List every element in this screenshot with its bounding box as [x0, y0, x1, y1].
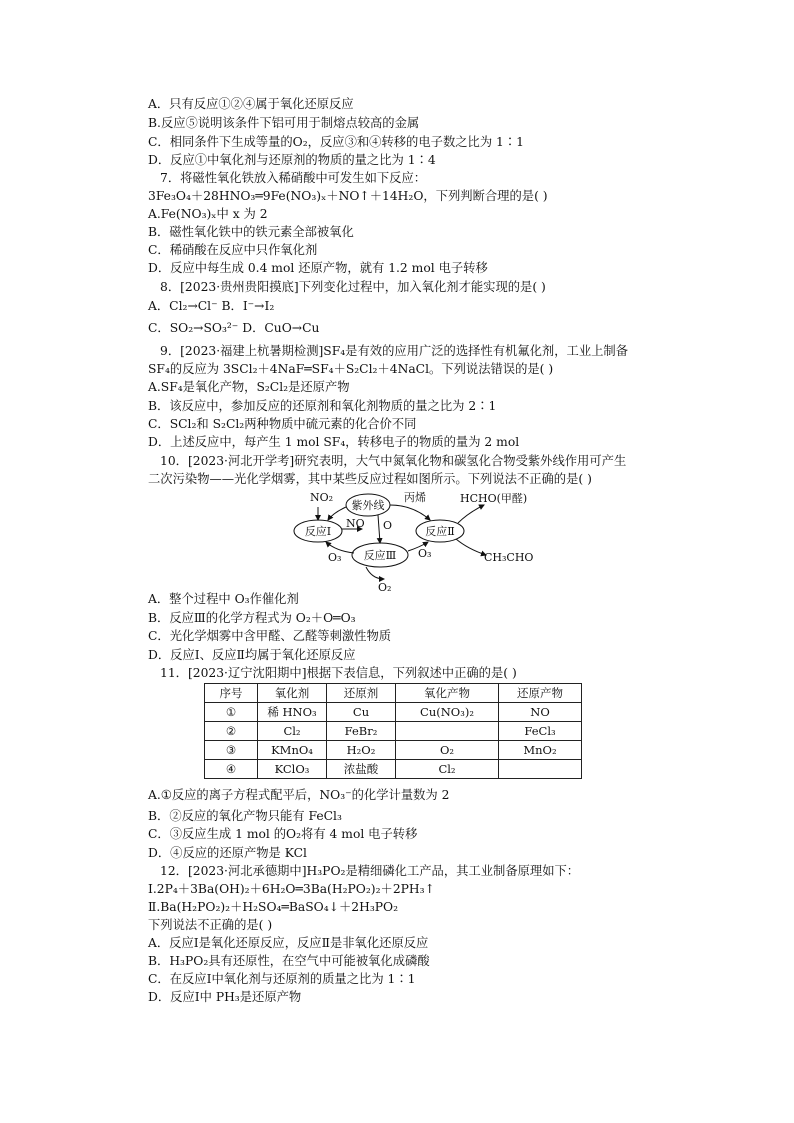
- hcho-label: HCHO(甲醛): [460, 492, 528, 505]
- table-row: [205, 703, 582, 722]
- table-cell: Cl₂: [396, 760, 499, 779]
- no2-label: NO₂: [310, 491, 334, 504]
- photochemical-smog-diagram: [288, 491, 534, 599]
- table-header: 氧化产物: [396, 684, 499, 703]
- uv-to-r1-arrow: [328, 507, 346, 520]
- q11-option-d: D．④反应的还原产物是 KCl: [148, 846, 307, 860]
- table-row: [205, 760, 582, 779]
- table-cell: KMnO₄: [258, 741, 327, 760]
- q8-stem: 8．[2023·贵州贵阳摸底]下列变化过程中，加入氧化剂才能实现的是( ): [160, 280, 546, 294]
- q9-option-d: D．上述反应中，每产生 1 mol SF₄，转移电子的物质的量为 2 mol: [148, 435, 520, 449]
- redox-info-table: [204, 683, 582, 779]
- reaction-1-label: 反应Ⅰ: [304, 525, 332, 538]
- q6-option-b: B.反应⑤说明该条件下铝可用于制熔点较高的金属: [148, 116, 420, 130]
- q11-option-b: B．②反应的氧化产物只能有 FeCl₃: [148, 809, 342, 823]
- o-arrow: [378, 515, 380, 543]
- o2-arrow: [366, 567, 384, 579]
- q9-equation: SF₄的反应为 3SCl₂＋4NaF═SF₄＋S₂Cl₂＋4NaCl。下列说法错误的是( ): [148, 362, 554, 376]
- q12-option-b: B．H₃PO₂具有还原性，在空气中可能被氧化成磷酸: [148, 954, 430, 968]
- table-header: 序号: [205, 684, 258, 703]
- q8-options-ab: A．Cl₂→Cl⁻ B．I⁻→I₂: [148, 299, 275, 313]
- table-cell: KClO₃: [258, 760, 327, 779]
- table-cell: Cu: [327, 703, 396, 722]
- table-cell: Cl₂: [258, 722, 327, 741]
- q10-option-b: B．反应Ⅲ的化学方程式为 O₂＋O═O₃: [148, 611, 356, 625]
- table-cell: O₂: [396, 741, 499, 760]
- q7-stem: 7．将磁性氧化铁放入稀硝酸中可发生如下反应：: [160, 171, 427, 185]
- q6-option-c: C．相同条件下生成等量的O₂，反应③和④转移的电子数之比为 1∶1: [148, 135, 524, 149]
- q12-question: 下列说法不正确的是( ): [148, 918, 273, 932]
- table-header: 还原剂: [327, 684, 396, 703]
- q12-stem: 12．[2023·河北承德期中]H₃PO₂是精细磷化工产品，其工业制备原理如下：: [160, 864, 580, 878]
- table-header: 氧化剂: [258, 684, 327, 703]
- table-header-row: [205, 684, 582, 703]
- table-cell: MnO₂: [499, 741, 582, 760]
- q12-option-a: A．反应Ⅰ是氧化还原反应，反应Ⅱ是非氧化还原反应: [148, 936, 429, 950]
- reaction-2-label: 反应Ⅱ: [425, 525, 455, 538]
- ch3cho-label: CH₃CHO: [484, 551, 534, 564]
- table-cell: Cu(NO₃)₂: [396, 703, 499, 722]
- q9-option-b: B．该反应中，参加反应的还原剂和氧化剂物质的量之比为 2∶1: [148, 399, 497, 413]
- q7-option-c: C．稀硝酸在反应中只作氧化剂: [148, 243, 318, 257]
- q7-option-b: B．磁性氧化铁中的铁元素全部被氧化: [148, 225, 354, 239]
- q8-options-cd: C．SO₂→SO₃²⁻ D．CuO→Cu: [148, 321, 320, 335]
- q11-option-a: A.①反应的离子方程式配平后，NO₃⁻的化学计量数为 2: [148, 788, 450, 802]
- o3-left-label: O₃: [328, 551, 342, 564]
- table-cell: ②: [205, 722, 258, 741]
- table-cell: FeBr₂: [327, 722, 396, 741]
- uv-label: 紫外线: [351, 499, 385, 512]
- q7-option-d: D．反应中每生成 0.4 mol 还原产物，就有 1.2 mol 电子转移: [148, 261, 488, 275]
- q6-option-a: A．只有反应①②④属于氧化还原反应: [148, 97, 354, 111]
- table-row: [205, 722, 582, 741]
- q10-option-d: D．反应Ⅰ、反应Ⅱ均属于氧化还原反应: [148, 648, 356, 662]
- table-cell: FeCl₃: [499, 722, 582, 741]
- propene-arrow: [390, 505, 430, 520]
- q10-option-a: A．整个过程中 O₃作催化剂: [148, 592, 299, 606]
- ch3cho-arrow: [456, 539, 486, 555]
- propene-label: 丙烯: [404, 491, 426, 504]
- table-cell: ①: [205, 703, 258, 722]
- q12-equation-2: Ⅱ.Ba(H₂PO₂)₂＋H₂SO₄═BaSO₄↓＋2H₃PO₂: [148, 900, 399, 914]
- o2-label: O₂: [378, 581, 392, 594]
- q7-option-a: A.Fe(NO₃)ₓ中 x 为 2: [148, 207, 268, 221]
- q10-stem-2: 二次污染物——光化学烟雾，其中某些反应过程如图所示。下列说法不正确的是( ): [148, 472, 592, 486]
- q9-option-a: A.SF₄是氧化产物，S₂Cl₂是还原产物: [148, 380, 350, 394]
- table-row: [205, 741, 582, 760]
- table-cell: 浓盐酸: [327, 760, 396, 779]
- table-cell: 稀 HNO₃: [258, 703, 327, 722]
- reaction-3-label: 反应Ⅲ: [363, 549, 397, 562]
- table-cell: H₂O₂: [327, 741, 396, 760]
- q6-option-d: D．反应①中氧化剂与还原剂的物质的量之比为 1∶4: [148, 153, 436, 167]
- table-cell: [396, 722, 499, 741]
- q12-option-c: C．在反应Ⅰ中氧化剂与还原剂的质量之比为 1∶1: [148, 972, 416, 986]
- q10-stem: 10．[2023·河北开学考]研究表明，大气中氮氧化物和碳氢化合物受紫外线作用可产生: [160, 454, 627, 468]
- table-cell: ④: [205, 760, 258, 779]
- table-cell: ③: [205, 741, 258, 760]
- hcho-arrow: [458, 505, 484, 523]
- q7-equation: 3Fe₃O₄＋28HNO₃═9Fe(NO₃)ₓ＋NO↑＋14H₂O，下列判断合理的是( ): [148, 189, 548, 203]
- q9-option-c: C．SCl₂和 S₂Cl₂两种物质中硫元素的化合价不同: [148, 417, 417, 431]
- q11-stem: 11．[2023·辽宁沈阳期中]根据下表信息，下列叙述中正确的是( ): [160, 666, 517, 680]
- q10-option-c: C．光化学烟雾中含甲醛、乙醛等刺激性物质: [148, 629, 392, 643]
- table-cell: [499, 760, 582, 779]
- table-header: 还原产物: [499, 684, 582, 703]
- q9-stem: 9．[2023·福建上杭暑期检测]SF₄是有效的应用广泛的选择性有机氟化剂，工业上制备: [160, 344, 629, 358]
- o3-right-label: O₃: [418, 547, 432, 560]
- o-label: O: [383, 519, 393, 532]
- q12-equation-1: Ⅰ.2P₄＋3Ba(OH)₂＋6H₂O═3Ba(H₂PO₂)₂＋2PH₃↑: [148, 882, 435, 896]
- table-cell: NO: [499, 703, 582, 722]
- q12-option-d: D．反应Ⅰ中 PH₃是还原产物: [148, 990, 302, 1004]
- q11-option-c: C．③反应生成 1 mol 的O₂将有 4 mol 电子转移: [148, 827, 418, 841]
- no-label: NO: [346, 517, 365, 530]
